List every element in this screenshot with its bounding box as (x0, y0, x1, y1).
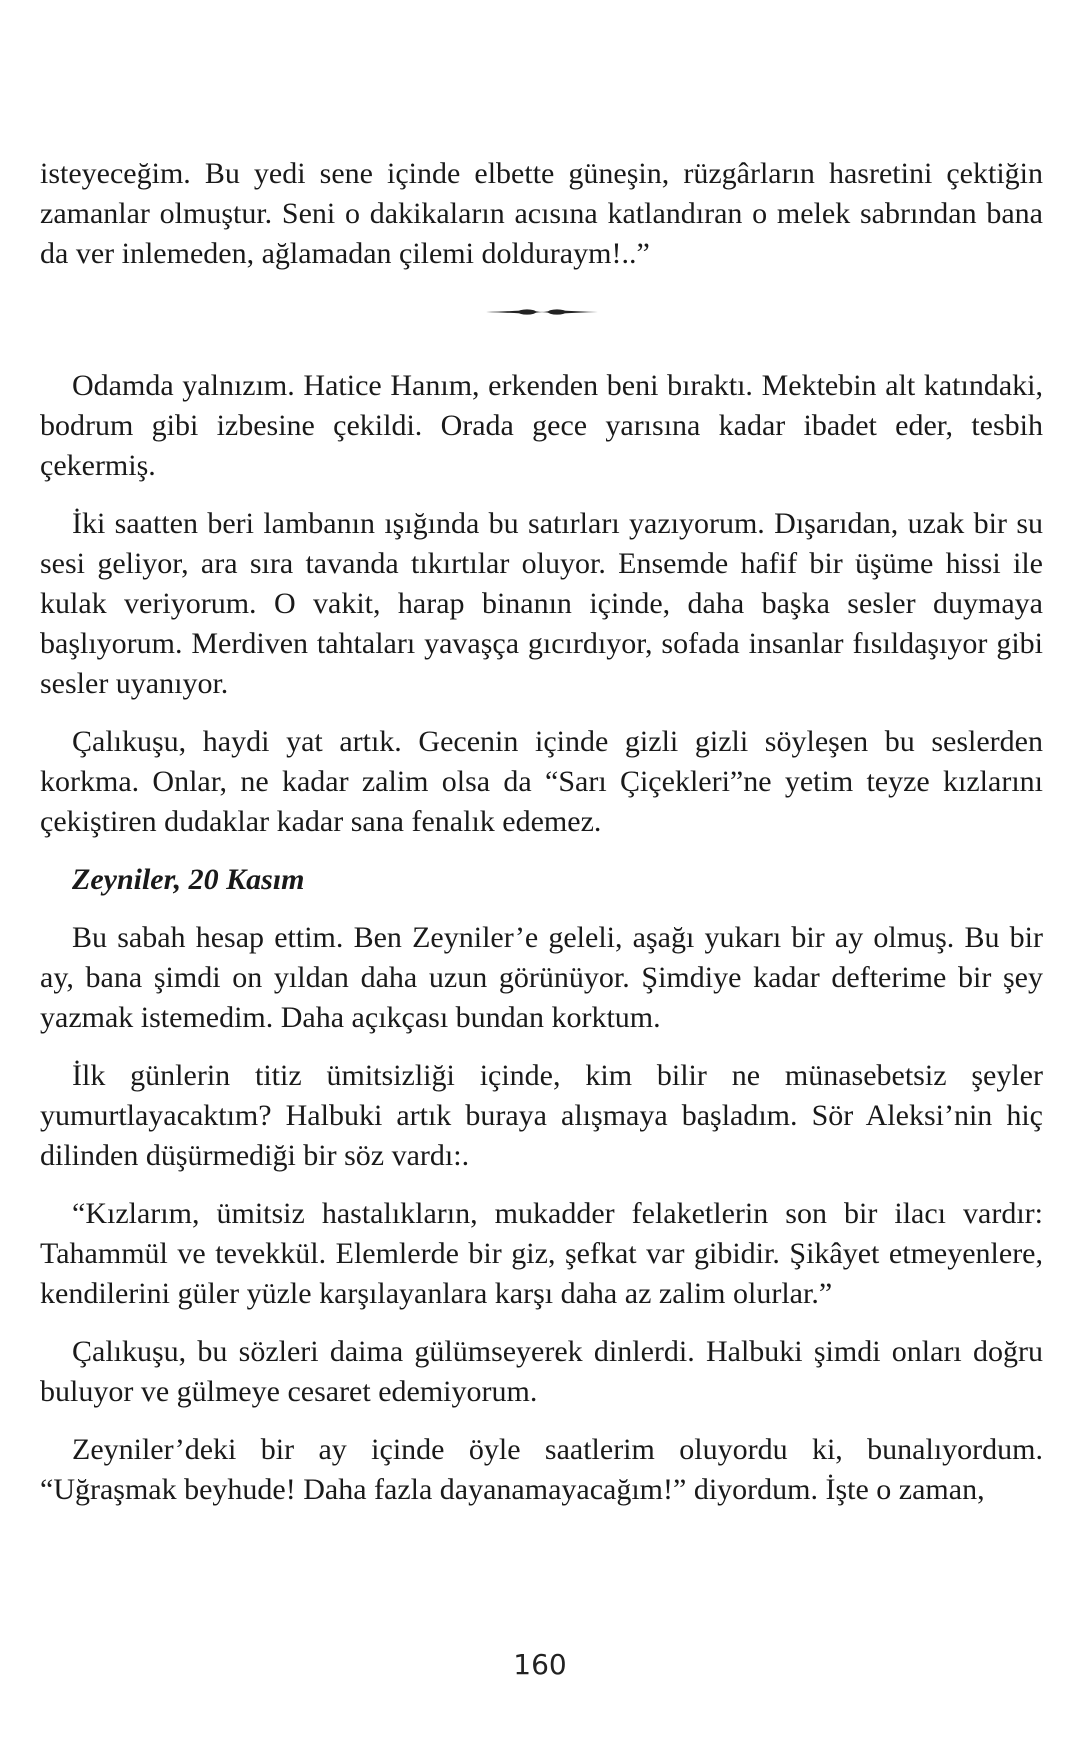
paragraph-quote: “Kızlarım, ümitsiz hastalıkların, mukadder felaketlerin son bir ilacı vardır: Tahammül ve tevekkül. Elemlerde bir giz, şefkat var gibidir. Şikâyet etmeyenlere, kendilerini güler yüzle karşılayanlara karşı daha az zalim olurlar.” (40, 1197, 1043, 1310)
paragraph: Çalıkuşu, bu sözleri daima gülümseyerek dinlerdi. Halbuki şimdi onları doğru buluyor ve gülmeye cesaret edemiyorum. (40, 1335, 1043, 1408)
paragraph: Bu sabah hesap ettim. Ben Zeyniler’e geleli, aşağı yukarı bir ay olmuş. Bu bir ay, bana şimdi on yıldan daha uzun görünüyor. Şimdiye kadar defterime bir şey yazmak istemedim. Daha açıkçası bundan korktum. (40, 921, 1043, 1034)
page-number: 160 (513, 1648, 567, 1681)
paragraph: Zeyniler’deki bir ay içinde öyle saatlerim oluyordu ki, bunalıyordum. “Uğraşmak beyhude! Daha fazla dayanamayacağım!” diyordum. İşte o zaman, (40, 1433, 1043, 1506)
section-divider (40, 292, 1043, 332)
paragraph: İki saatten beri lambanın ışığında bu satırları yazıyorum. Dışarıdan, uzak bir su sesi geliyor, ara sıra tavanda tıkırtılar oluyor. Ensemde hafif bir üşüme hissi ile kulak veriyorum. O vakit, harap binanın içinde, daha başka sesler duymaya başlıyorum. Merdiven tahtaları yavaşça gıcırdıyor, sofada insanlar fısıldaşıyor gibi sesler uyanıyor. (40, 507, 1043, 700)
page-body (40, 154, 1043, 1528)
paragraph: Çalıkuşu, haydi yat artık. Gecenin içinde gizli gizli söyleşen bu seslerden korkma. Onlar, ne kadar zalim olsa da “Sarı Çiçekleri”ne yetim teyze kızlarını çekiştiren dudaklar kadar sana fenalık edemez. (40, 725, 1043, 838)
section-heading: Zeyniler, 20 Kasım (72, 863, 305, 896)
paragraph: İlk günlerin titiz ümitsizliği içinde, kim bilir ne münasebetsiz şeyler yumurtlayacaktım? Halbuki artık buraya alışmaya başladım. Sör Aleksi’nin hiç dilinden düşürmediği bir söz vardı:. (40, 1059, 1043, 1172)
paragraph-continued: isteyeceğim. Bu yedi sene içinde elbette güneşin, rüzgârların hasretini çektiğin zamanlar olmuştur. Seni o dakikaların acısına katlandıran o melek sabrından bana da ver inlemeden, ağlamadan çilemi dolduraym!..” (40, 157, 1043, 270)
ornament-divider-icon (486, 306, 598, 318)
paragraph: Odamda yalnızım. Hatice Hanım, erkenden beni bıraktı. Mektebin alt katındaki, bodrum gibi izbesine çekildi. Orada gece yarısına kadar ibadet eder, tesbih çekermiş. (40, 369, 1043, 482)
